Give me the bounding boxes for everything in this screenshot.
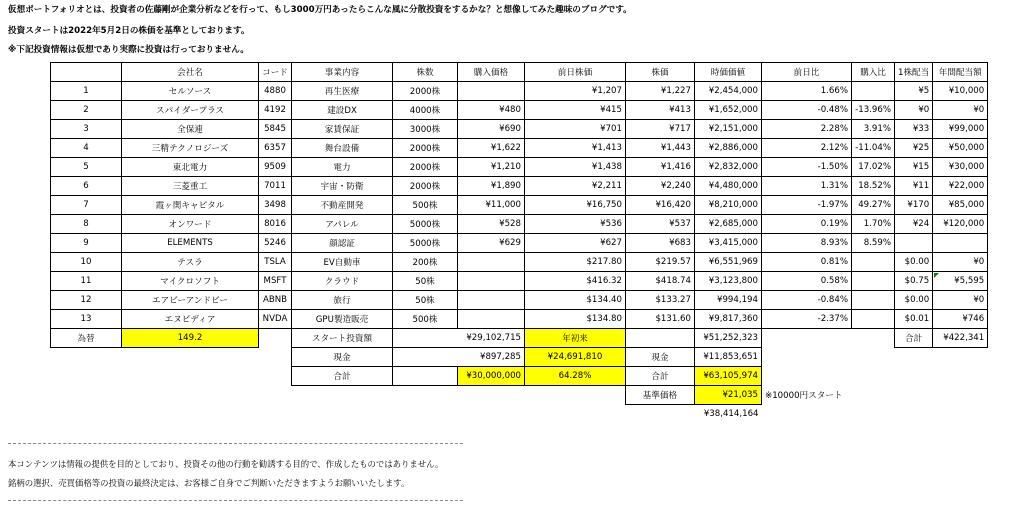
purchase-change: [852, 291, 895, 310]
table-header-row: [51, 63, 988, 82]
shares: 5000株: [393, 215, 458, 234]
company-name: 東北電力: [122, 158, 259, 177]
price: ¥1,227: [626, 82, 695, 101]
header-purchase-change: 購入比: [852, 63, 895, 82]
price: $131.60: [626, 310, 695, 329]
table-row: [51, 120, 988, 139]
dividend-per-share: $0.00: [895, 253, 933, 272]
header-code: コード: [259, 63, 292, 82]
row-number: 1: [51, 82, 122, 101]
prev-price: $134.40: [525, 291, 626, 310]
current-total-label: 合計: [626, 367, 695, 386]
purchase-price: ¥1,890: [458, 177, 525, 196]
day-change: 2.12%: [762, 139, 852, 158]
purchase-price: ¥11,000: [458, 196, 525, 215]
ytd-value: ¥24,691,810: [525, 348, 626, 367]
market-value: ¥2,832,000: [695, 158, 762, 177]
comment-marker-icon: [934, 273, 939, 278]
current-cash-label: 現金: [626, 348, 695, 367]
purchase-price: ¥1,622: [458, 139, 525, 158]
shares: 5000株: [393, 234, 458, 253]
dividend-per-share: [895, 234, 933, 253]
annual-dividend: ¥120,000: [933, 215, 988, 234]
stock-code: 5246: [259, 234, 292, 253]
business: 不動産開発: [292, 196, 393, 215]
annual-dividend: ¥746: [933, 310, 988, 329]
current-total-value: ¥63,105,974: [695, 367, 762, 386]
company-name: エアビーアンドビー: [122, 291, 259, 310]
intro-description: 仮想ポートフォリオとは、投資者の佐藤剛が企業分析などを行って、もし3000万円あったらこんな風に分散投資をするかな？と想像してみた趣味のブログです。: [8, 5, 632, 15]
prev-price: ¥1,438: [525, 158, 626, 177]
shares: 500株: [393, 310, 458, 329]
business: 家賃保証: [292, 120, 393, 139]
prev-price: $134.80: [525, 310, 626, 329]
business: 宇宙・防衛: [292, 177, 393, 196]
start-amount-value: ¥29,102,715: [393, 329, 525, 348]
header-business: 事業内容: [292, 63, 393, 82]
market-value: ¥3,415,000: [695, 234, 762, 253]
prev-price: $217.80: [525, 253, 626, 272]
business: 電力: [292, 158, 393, 177]
shares: 3000株: [393, 120, 458, 139]
annual-dividend: ¥85,000: [933, 196, 988, 215]
disclaimer-purpose: 本コンテンツは情報の提供を目的としており、投資その他の行動を勧誘する目的で、作成したものではありません。: [8, 459, 444, 469]
table-row: [51, 158, 988, 177]
dividend-per-share: ¥170: [895, 196, 933, 215]
price: ¥1,416: [626, 158, 695, 177]
stock-code: MSFT: [259, 272, 292, 291]
table-row: [51, 253, 988, 272]
table-row: [51, 177, 988, 196]
shares: 2000株: [393, 139, 458, 158]
dividend-per-share: $0.00: [895, 291, 933, 310]
market-total: ¥51,252,323: [695, 329, 762, 348]
shares: 2000株: [393, 158, 458, 177]
header-company: 会社名: [122, 63, 259, 82]
stock-code: 4192: [259, 101, 292, 120]
purchase-change: 18.52%: [852, 177, 895, 196]
business: GPU製造販売: [292, 310, 393, 329]
current-cash-value: ¥11,853,651: [695, 348, 762, 367]
purchase-price: ¥1,210: [458, 158, 525, 177]
row-number: 7: [51, 196, 122, 215]
day-change: 8.93%: [762, 234, 852, 253]
price: ¥717: [626, 120, 695, 139]
company-name: エヌビディア: [122, 310, 259, 329]
disclaimer-judgment: 銘柄の選択、売買価格等の投資の最終決定は、お客様ご自身でご判断いただきますようお願いいたします。: [8, 478, 410, 488]
intro-virtual-note: ※下記投資情報は仮想であり実際に投資は行っておりません。: [8, 45, 249, 55]
day-change: -2.37%: [762, 310, 852, 329]
divider-top: [8, 443, 463, 444]
market-value: ¥9,817,360: [695, 310, 762, 329]
day-change: 0.19%: [762, 215, 852, 234]
company-name: セルソース: [122, 82, 259, 101]
market-value: ¥2,454,000: [695, 82, 762, 101]
price: $418.74: [626, 272, 695, 291]
row-number: 5: [51, 158, 122, 177]
dividend-per-share: ¥0: [895, 101, 933, 120]
business: 再生医療: [292, 82, 393, 101]
dividend-per-share: $0.75: [895, 272, 933, 291]
row-number: 8: [51, 215, 122, 234]
prev-price: ¥16,750: [525, 196, 626, 215]
header-shares: 株数: [393, 63, 458, 82]
day-change: 2.28%: [762, 120, 852, 139]
header-day-change: 前日比: [762, 63, 852, 82]
prev-price: ¥627: [525, 234, 626, 253]
business: 旅行: [292, 291, 393, 310]
table-row: [51, 215, 988, 234]
dividend-per-share: ¥24: [895, 215, 933, 234]
table-row: [51, 196, 988, 215]
market-value: ¥4,480,000: [695, 177, 762, 196]
price: ¥413: [626, 101, 695, 120]
dividend-total-label: 合計: [895, 329, 933, 348]
start-total-value: ¥30,000,000: [458, 367, 525, 386]
company-name: マイクロソフト: [122, 272, 259, 291]
annual-dividend: ¥5,595: [933, 272, 988, 291]
stock-code: 6357: [259, 139, 292, 158]
table-row: [51, 272, 988, 291]
shares: 50株: [393, 291, 458, 310]
stock-code: 8016: [259, 215, 292, 234]
price: ¥537: [626, 215, 695, 234]
purchase-price: ¥528: [458, 215, 525, 234]
row-number: 11: [51, 272, 122, 291]
stock-code: ABNB: [259, 291, 292, 310]
intro-start-date: 投資スタートは2022年5月2日の株価を基準としております。: [8, 26, 250, 36]
start-cash-label: 現金: [292, 348, 393, 367]
shares: 2000株: [393, 177, 458, 196]
shares: 4000株: [393, 101, 458, 120]
prev-price: ¥1,413: [525, 139, 626, 158]
fx-label: 為替: [51, 329, 122, 348]
day-change: 0.58%: [762, 272, 852, 291]
day-change: 0.81%: [762, 253, 852, 272]
day-change: -0.84%: [762, 291, 852, 310]
business: アパレル: [292, 215, 393, 234]
purchase-change: -11.04%: [852, 139, 895, 158]
row-number: 6: [51, 177, 122, 196]
table-row: [51, 234, 988, 253]
price: ¥2,240: [626, 177, 695, 196]
day-change: -1.50%: [762, 158, 852, 177]
market-value: ¥2,886,000: [695, 139, 762, 158]
purchase-price: ¥690: [458, 120, 525, 139]
purchase-price: [458, 253, 525, 272]
price: ¥1,443: [626, 139, 695, 158]
table-row: [51, 82, 988, 101]
header-prev-price: 前日株価: [525, 63, 626, 82]
summary-row-2: [51, 348, 988, 367]
company-name: スパイダープラス: [122, 101, 259, 120]
table-row: [51, 310, 988, 329]
header-market-value: 時価価値: [695, 63, 762, 82]
purchase-change: [852, 272, 895, 291]
business: 舞台設備: [292, 139, 393, 158]
dividend-total-value: ¥422,341: [933, 329, 988, 348]
price: ¥683: [626, 234, 695, 253]
company-name: ELEMENTS: [122, 234, 259, 253]
prev-price: ¥1,207: [525, 82, 626, 101]
summary-row-5: [51, 405, 988, 424]
shares: 200株: [393, 253, 458, 272]
market-value: ¥6,551,969: [695, 253, 762, 272]
dividend-per-share: $0.01: [895, 310, 933, 329]
base-price-note: ※10000円スタート: [765, 391, 843, 401]
purchase-price: [458, 310, 525, 329]
start-cash-value: ¥897,285: [393, 348, 525, 367]
shares: 50株: [393, 272, 458, 291]
purchase-price: [458, 82, 525, 101]
market-value: ¥8,210,000: [695, 196, 762, 215]
ytd-percent: 64.28%: [525, 367, 626, 386]
annual-dividend: ¥0: [933, 101, 988, 120]
day-change: -0.48%: [762, 101, 852, 120]
purchase-price: [458, 291, 525, 310]
divider-bottom: [8, 500, 463, 501]
market-value: ¥2,685,000: [695, 215, 762, 234]
start-amount-label: スタート投資額: [292, 329, 393, 348]
header-dividend-per-share: 1株配当: [895, 63, 933, 82]
dividend-per-share: ¥11: [895, 177, 933, 196]
row-number: 10: [51, 253, 122, 272]
market-value: ¥3,123,800: [695, 272, 762, 291]
shares: 500株: [393, 196, 458, 215]
portfolio-table: [50, 62, 988, 423]
prev-price: ¥415: [525, 101, 626, 120]
purchase-change: -13.96%: [852, 101, 895, 120]
business: 建設DX: [292, 101, 393, 120]
prev-price: ¥536: [525, 215, 626, 234]
purchase-change: [852, 310, 895, 329]
row-number: 12: [51, 291, 122, 310]
company-name: 全保連: [122, 120, 259, 139]
dividend-per-share: ¥25: [895, 139, 933, 158]
header-price: 株価: [626, 63, 695, 82]
day-change: 1.31%: [762, 177, 852, 196]
stock-code: 7011: [259, 177, 292, 196]
purchase-change: 17.02%: [852, 158, 895, 177]
business: クラウド: [292, 272, 393, 291]
prev-price: ¥701: [525, 120, 626, 139]
day-change: 1.66%: [762, 82, 852, 101]
row-number: 4: [51, 139, 122, 158]
purchase-change: 8.59%: [852, 234, 895, 253]
annual-dividend: ¥0: [933, 253, 988, 272]
market-value: ¥1,652,000: [695, 101, 762, 120]
header-number: [51, 63, 122, 82]
day-change: -1.97%: [762, 196, 852, 215]
header-annual-dividend: 年間配当額: [933, 63, 988, 82]
ytd-label: 年初来: [525, 329, 626, 348]
prev-price: ¥2,211: [525, 177, 626, 196]
table-row: [51, 291, 988, 310]
stock-code: 5845: [259, 120, 292, 139]
stock-code: 4880: [259, 82, 292, 101]
purchase-change: [852, 82, 895, 101]
base-price-label: 基準価格: [626, 386, 695, 405]
dividend-per-share: ¥33: [895, 120, 933, 139]
purchase-price: [458, 272, 525, 291]
annual-dividend: ¥22,000: [933, 177, 988, 196]
table-row: [51, 139, 988, 158]
row-number: 9: [51, 234, 122, 253]
company-name: 三精テクノロジーズ: [122, 139, 259, 158]
start-total-label: 合計: [292, 367, 393, 386]
business: EV自動車: [292, 253, 393, 272]
purchase-change: [852, 253, 895, 272]
row-number: 13: [51, 310, 122, 329]
shares: 2000株: [393, 82, 458, 101]
table-row: [51, 101, 988, 120]
bottom-value: ¥38,414,164: [703, 409, 759, 419]
company-name: 三菱重工: [122, 177, 259, 196]
stock-code: 3498: [259, 196, 292, 215]
purchase-change: 1.70%: [852, 215, 895, 234]
purchase-price: ¥480: [458, 101, 525, 120]
business: 顔認証: [292, 234, 393, 253]
stock-code: TSLA: [259, 253, 292, 272]
company-name: テスラ: [122, 253, 259, 272]
header-purchase-price: 購入価格: [458, 63, 525, 82]
market-value: ¥994,194: [695, 291, 762, 310]
price: ¥16,420: [626, 196, 695, 215]
annual-dividend: ¥50,000: [933, 139, 988, 158]
row-number: 2: [51, 101, 122, 120]
price: $133.27: [626, 291, 695, 310]
row-number: 3: [51, 120, 122, 139]
dividend-per-share: ¥15: [895, 158, 933, 177]
purchase-change: 3.91%: [852, 120, 895, 139]
purchase-price: ¥629: [458, 234, 525, 253]
summary-row-1: [51, 329, 988, 348]
annual-dividend: [933, 234, 988, 253]
stock-code: NVDA: [259, 310, 292, 329]
dividend-per-share: ¥5: [895, 82, 933, 101]
summary-row-4: [51, 386, 988, 405]
annual-dividend: ¥30,000: [933, 158, 988, 177]
base-price-value: ¥21,035: [695, 386, 762, 405]
fx-value: 149.2: [122, 329, 259, 348]
annual-dividend: ¥99,000: [933, 120, 988, 139]
company-name: オンワード: [122, 215, 259, 234]
stock-code: 9509: [259, 158, 292, 177]
purchase-change: 49.27%: [852, 196, 895, 215]
prev-price: $416.32: [525, 272, 626, 291]
annual-dividend: ¥0: [933, 291, 988, 310]
price: $219.57: [626, 253, 695, 272]
summary-row-3: [51, 367, 988, 386]
company-name: 霞ヶ関キャピタル: [122, 196, 259, 215]
market-value: ¥2,151,000: [695, 120, 762, 139]
annual-dividend: ¥10,000: [933, 82, 988, 101]
